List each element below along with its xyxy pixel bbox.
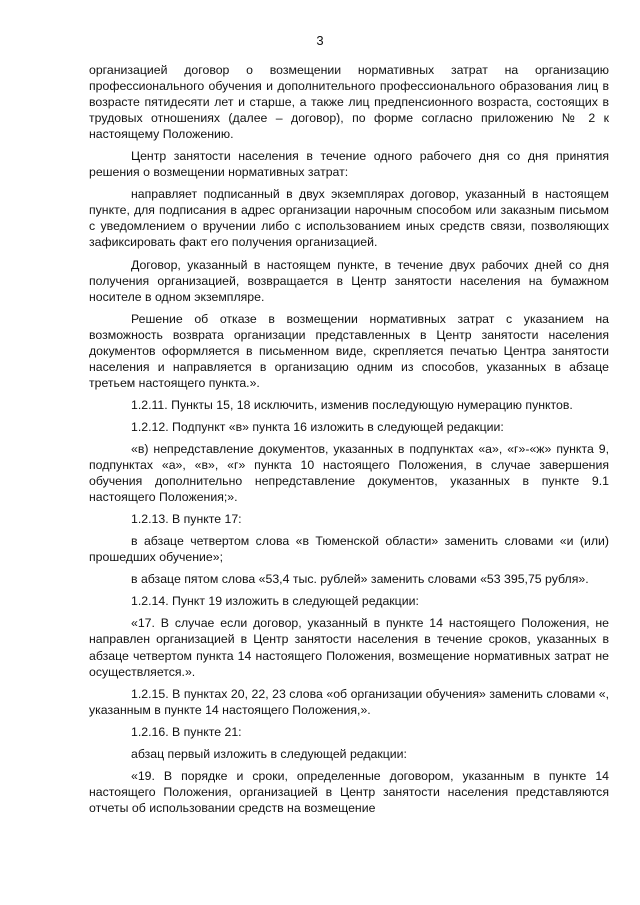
document-body <box>89 62 609 816</box>
paragraph: направляет подписанный в двух экземплярах договор, указанный в настоящем пункте, для подписания в адрес организации нарочным способом или заказным письмом с уведомлением о вручении либо с использованием иных средств связи, позволяющих зафиксировать факт его получения организацией. <box>89 187 609 250</box>
paragraph: Решение об отказе в возмещении нормативных затрат с указанием на возможность возврата организации представленных в Центр занятости населения документов оформляется в письменном виде, скрепляется печатью Центра занятости населения и направляется в организацию одним из способов, указанных в абзаце третьем настоящего пункта.». <box>89 311 609 390</box>
paragraph: абзац первый изложить в следующей редакции: <box>131 746 407 761</box>
paragraph: в абзаце пятом слова «53,4 тыс. рублей» заменить словами «53 395,75 рубля». <box>131 572 589 587</box>
paragraph: «в) непредставление документов, указанных в подпунктах «а», «г»-«ж» пункта 9, подпунктах «а», «в», «г» пункта 10 настоящего Положения, в случае завершения обучения дополнительно непредставление документов, указанных в пункте 9.1 настоящего Положения;». <box>89 441 609 505</box>
paragraph: 1.2.13. В пункте 17: <box>131 512 242 527</box>
paragraph: Центр занятости населения в течение одного рабочего дня со дня принятия решения о возмещении нормативных затрат: <box>89 149 609 180</box>
page-number: 3 <box>316 33 324 48</box>
paragraph: 1.2.15. В пунктах 20, 22, 23 слова «об организации обучения» заменить словами «, указанным в пункте 14 настоящего Положения,». <box>89 686 609 717</box>
paragraph: «17. В случае если договор, указанный в пункте 14 настоящего Положения, не направлен организацией в Центр занятости населения в течение сроков, указанных в абзаце четвертом пункта 14 настоящего Положения, возмещение нормативных затрат не осуществляется.». <box>89 616 609 679</box>
paragraph: организацией договор о возмещении нормативных затрат на организацию профессионального обучения и дополнительного профессионального образования лиц в возрасте пятидесяти лет и старше, а также лиц предпенсионного возраста, состоящих в трудовых отношениях (далее – договор), по форме согласно приложению № 2 к настоящему Положению. <box>89 63 609 142</box>
paragraph: в абзаце четвертом слова «в Тюменской области» заменить словами «и (или) прошедших обучение»; <box>89 534 609 565</box>
paragraph: 1.2.11. Пункты 15, 18 исключить, изменив последующую нумерацию пунктов. <box>131 397 573 412</box>
paragraph: 1.2.14. Пункт 19 изложить в следующей редакции: <box>131 594 419 609</box>
paragraph: Договор, указанный в настоящем пункте, в течение двух рабочих дней со дня получения организацией, возвращается в Центр занятости населения на бумажном носителе в одном экземпляре. <box>89 257 609 304</box>
paragraph: 1.2.16. В пункте 21: <box>131 724 242 739</box>
paragraph: «19. В порядке и сроки, определенные договором, указанным в пункте 14 настоящего Положения, организацией в Центр занятости населения представляются отчеты об использовании средств на возмещение <box>89 768 609 815</box>
paragraph: 1.2.12. Подпункт «в» пункта 16 изложить в следующей редакции: <box>131 419 504 434</box>
